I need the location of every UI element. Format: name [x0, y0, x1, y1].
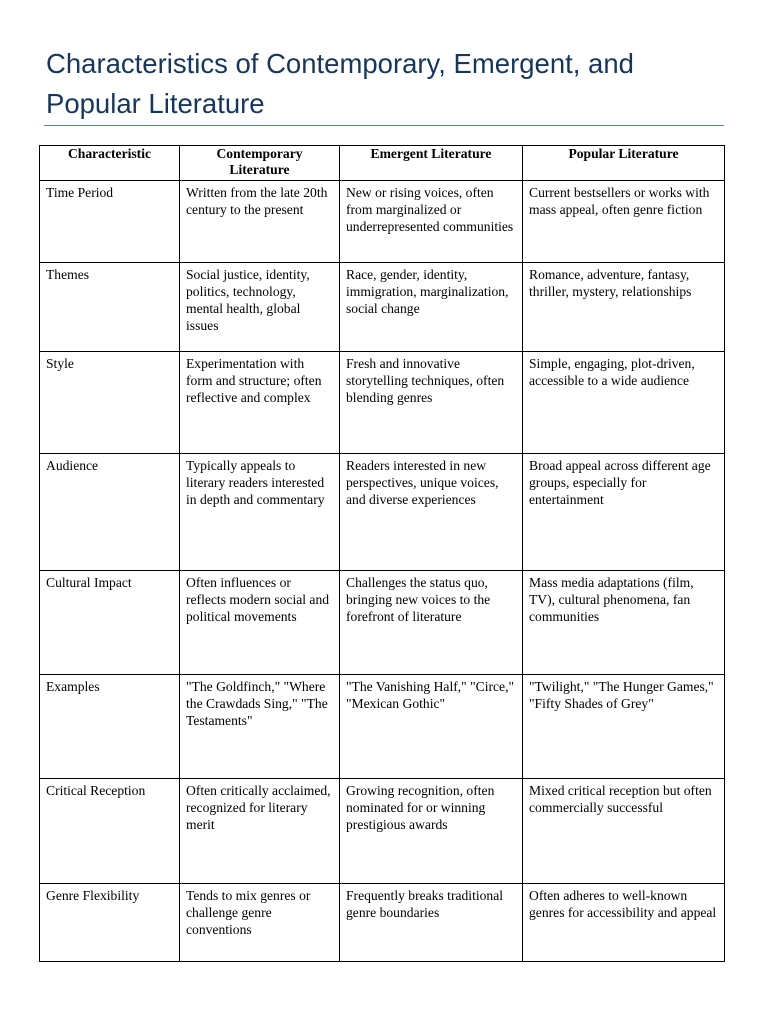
column-header-popular: Popular Literature — [523, 146, 725, 181]
page-title: Characteristics of Contemporary, Emergent, and Popular Literature — [46, 48, 634, 119]
table-row — [40, 352, 725, 454]
table-row — [40, 675, 725, 779]
table-cell: Often adheres to well-known genres for accessibility and appeal — [523, 884, 725, 962]
characteristics-table — [39, 145, 725, 962]
table-cell: Current bestsellers or works with mass appeal, often genre fiction — [523, 181, 725, 263]
column-header-characteristic: Characteristic — [40, 146, 180, 181]
table-row — [40, 779, 725, 884]
title-divider — [44, 125, 724, 126]
column-header-contemporary: Contemporary Literature — [180, 146, 340, 181]
row-label-time-period: Time Period — [40, 181, 180, 263]
table-cell: Experimentation with form and structure; often reflective and complex — [180, 352, 340, 454]
table-cell: Romance, adventure, fantasy, thriller, mystery, relationships — [523, 263, 725, 352]
table-cell: "The Goldfinch," "Where the Crawdads Sing," "The Testaments" — [180, 675, 340, 779]
table-cell: Mass media adaptations (film, TV), cultural phenomena, fan communities — [523, 571, 725, 675]
table-cell: Simple, engaging, plot-driven, accessible to a wide audience — [523, 352, 725, 454]
row-label-genre-flexibility: Genre Flexibility — [40, 884, 180, 962]
column-header-emergent: Emergent Literature — [340, 146, 523, 181]
table-cell: New or rising voices, often from marginalized or underrepresented communities — [340, 181, 523, 263]
table-cell: Often critically acclaimed, recognized for literary merit — [180, 779, 340, 884]
table-cell: Race, gender, identity, immigration, marginalization, social change — [340, 263, 523, 352]
row-label-cultural-impact: Cultural Impact — [40, 571, 180, 675]
table-cell: Tends to mix genres or challenge genre conventions — [180, 884, 340, 962]
table-cell: "Twilight," "The Hunger Games," "Fifty Shades of Grey" — [523, 675, 725, 779]
table-row — [40, 263, 725, 352]
table-row — [40, 454, 725, 571]
table-cell: Typically appeals to literary readers interested in depth and commentary — [180, 454, 340, 571]
table-row — [40, 571, 725, 675]
row-label-audience: Audience — [40, 454, 180, 571]
table-row — [40, 884, 725, 962]
table-cell: Growing recognition, often nominated for or winning prestigious awards — [340, 779, 523, 884]
table-cell: Mixed critical reception but often commercially successful — [523, 779, 725, 884]
table-cell: Social justice, identity, politics, technology, mental health, global issues — [180, 263, 340, 352]
row-label-critical-reception: Critical Reception — [40, 779, 180, 884]
row-label-themes: Themes — [40, 263, 180, 352]
table-cell: Broad appeal across different age groups, especially for entertainment — [523, 454, 725, 571]
table-row — [40, 181, 725, 263]
table-cell: Frequently breaks traditional genre boundaries — [340, 884, 523, 962]
table-cell: "The Vanishing Half," "Circe," "Mexican Gothic" — [340, 675, 523, 779]
row-label-examples: Examples — [40, 675, 180, 779]
table-cell: Fresh and innovative storytelling techniques, often blending genres — [340, 352, 523, 454]
row-label-style: Style — [40, 352, 180, 454]
table-cell: Often influences or reflects modern social and political movements — [180, 571, 340, 675]
table-cell: Challenges the status quo, bringing new voices to the forefront of literature — [340, 571, 523, 675]
table-header-row — [40, 146, 725, 181]
table-cell: Readers interested in new perspectives, unique voices, and diverse experiences — [340, 454, 523, 571]
table-cell: Written from the late 20th century to the present — [180, 181, 340, 263]
